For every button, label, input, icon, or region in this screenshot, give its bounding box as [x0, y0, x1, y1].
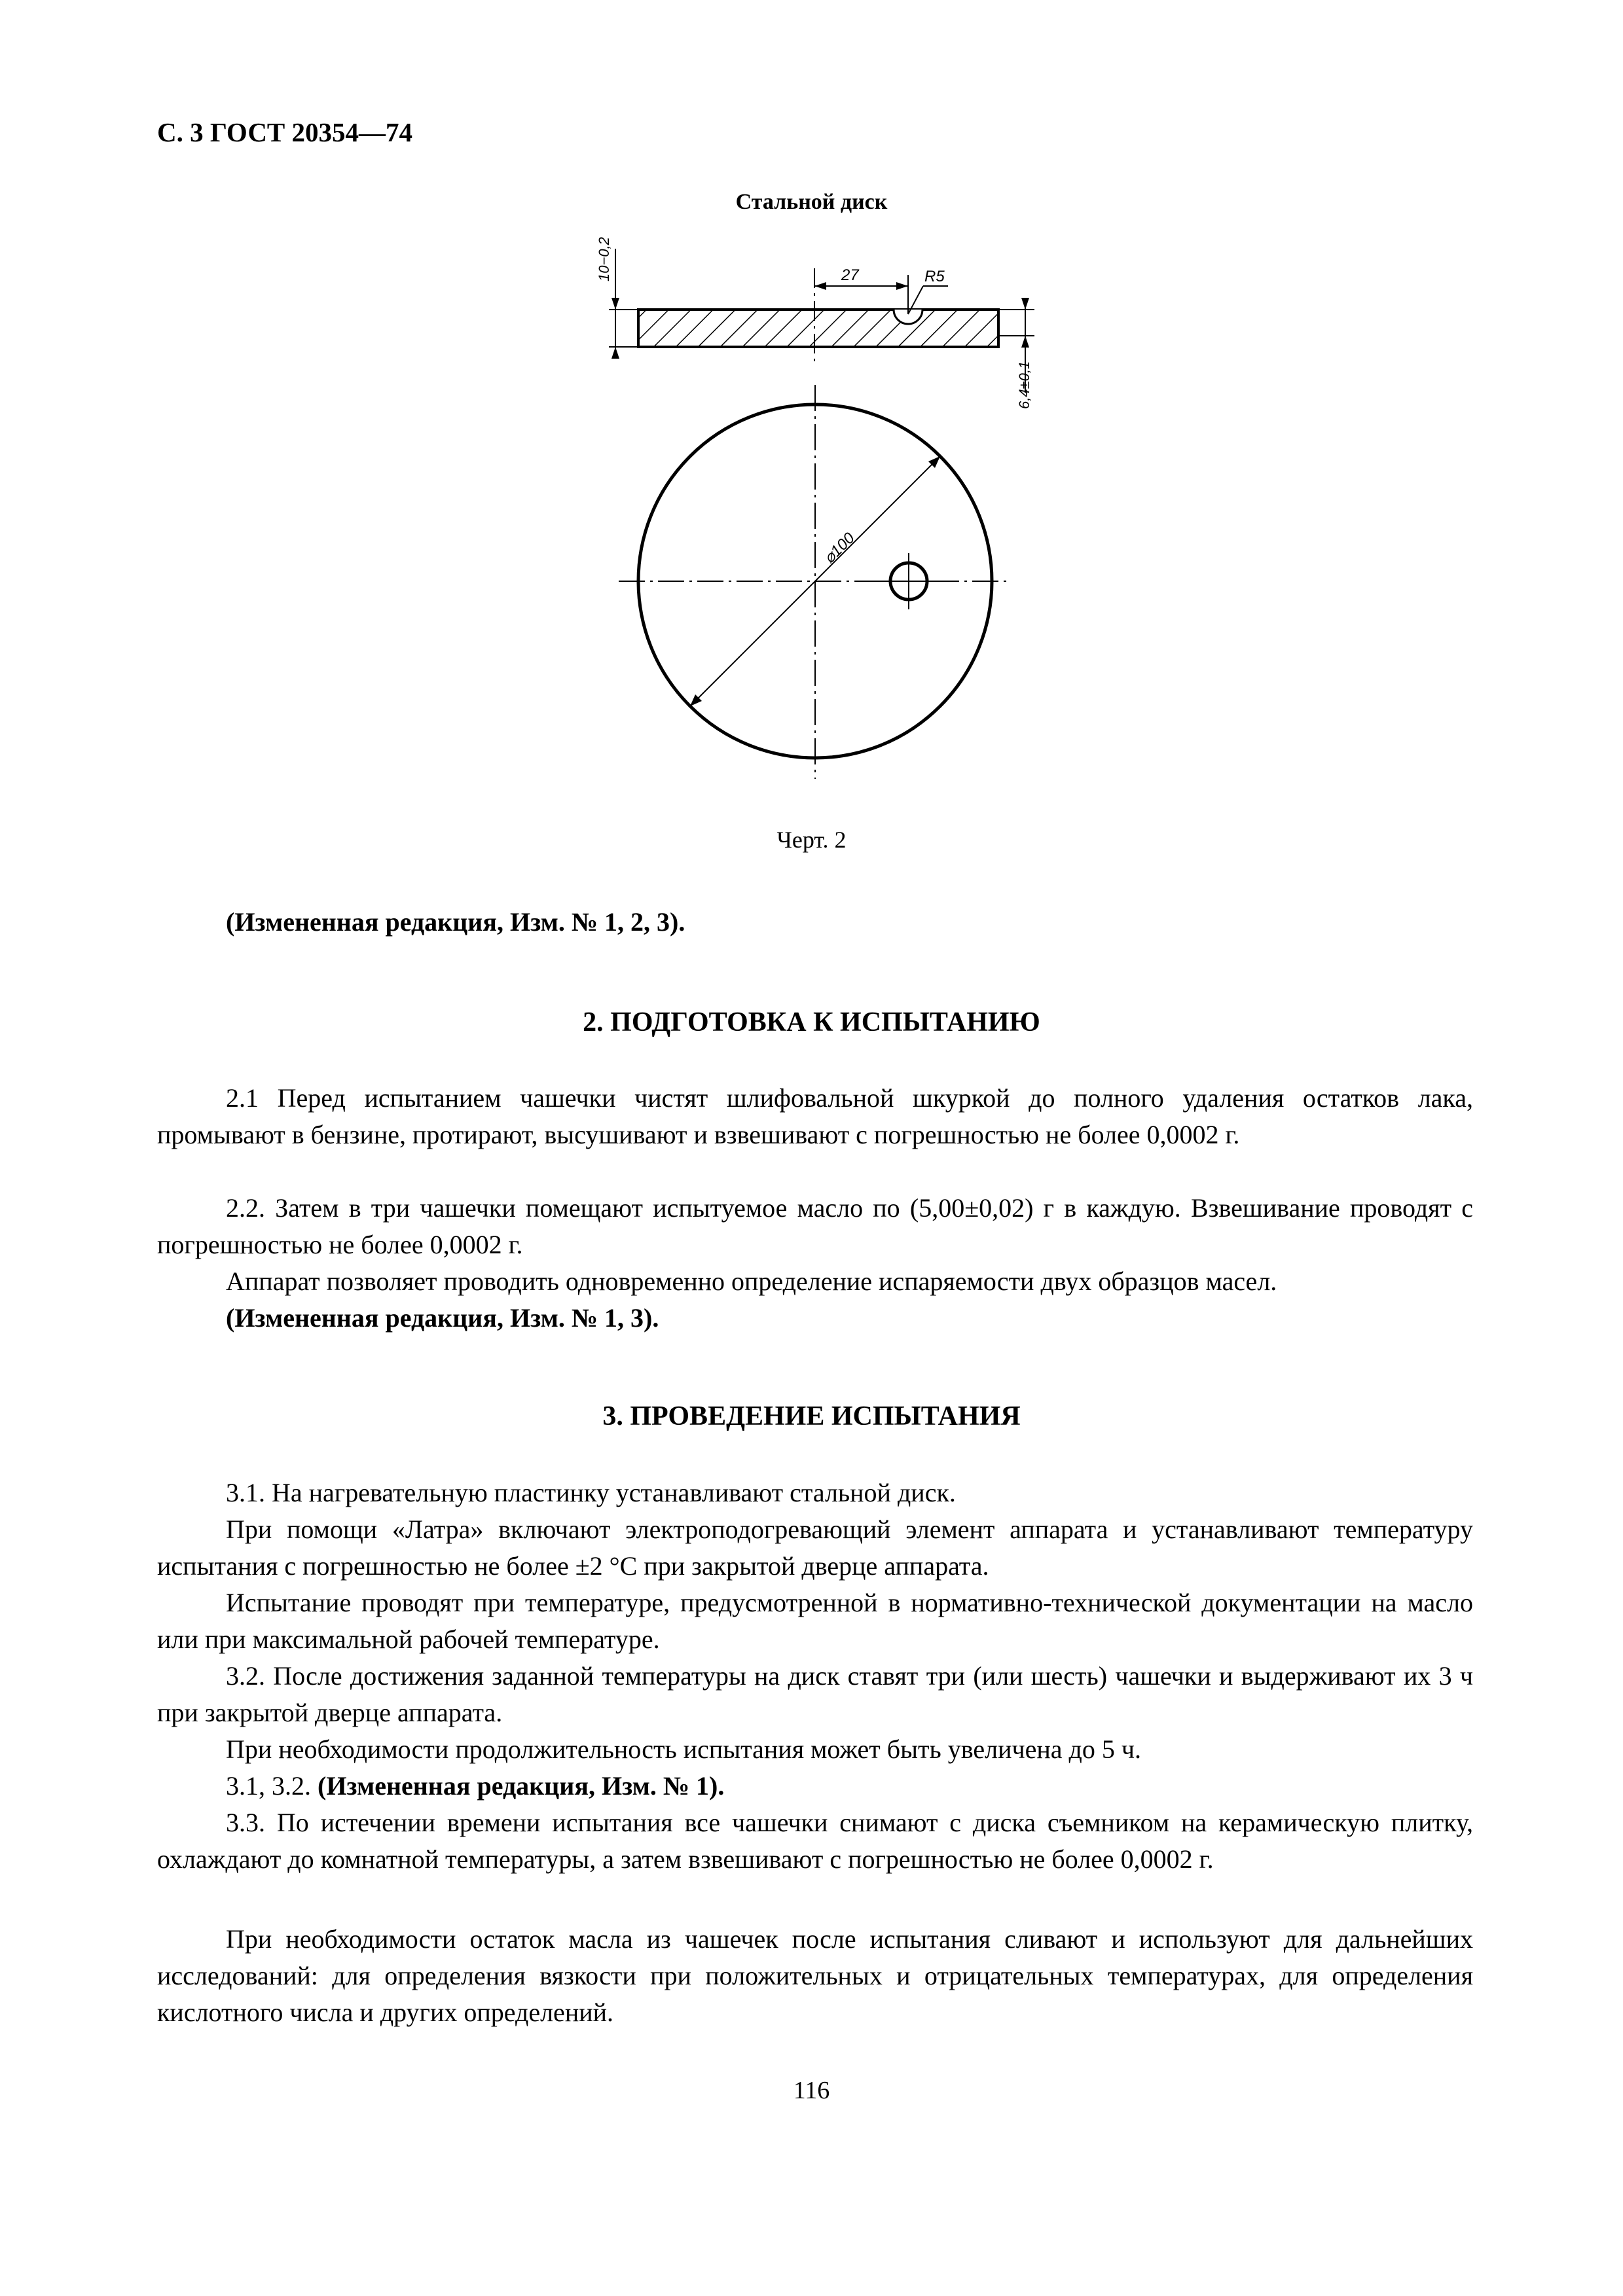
dim-thickness: 6,4±0,1 [1016, 361, 1032, 409]
amendment-note-2 [157, 1300, 1473, 1336]
paragraph-3-2: 3.2. После достижения заданной температуры на диск ставят три (или шесть) чашечки и выдерживают их 3 ч при закрытой дверце аппарата. [157, 1661, 1473, 1727]
page-number: 116 [793, 2077, 830, 2104]
figure-title: Стальной диск [735, 190, 888, 214]
paragraph-2-1: 2.1 Перед испытанием чашечки чистят шлифовальной шкуркой до полного удаления остатков лака, промывают в бензине, протирают, высушивают и взвешивают с погрешностью не более 0,0002 г. [157, 1083, 1473, 1149]
paragraph-3-2-duration: При необходимости продолжительность испытания может быть увеличена до 5 ч. [226, 1734, 1141, 1764]
page-header: С. 3 ГОСТ 20354—74 [157, 117, 413, 147]
dim-27: 27 [841, 266, 859, 284]
dim-diameter: ⌀100 [820, 529, 858, 567]
amendment-note-1: (Измененная редакция, Изм. № 1, 2, 3). [226, 907, 685, 937]
paragraph-3-1: 3.1. На нагревательную пластинку устанавливают стальной диск. [226, 1478, 956, 1507]
paragraph-2-2: 2.2. Затем в три чашечки помещают испытуемое масло по (5,00±0,02) г в каждую. Взвешивание проводят с погрешностью не более 0,0002 г. [157, 1193, 1473, 1259]
paragraph-3-1-temperature: Испытание проводят при температуре, предусмотренной в нормативно-технической документации на масло или при максимальной рабочей температуре. [157, 1588, 1473, 1654]
dim-total-thickness: 10−0,2 [596, 237, 612, 281]
paragraph-3-3-residue: При необходимости остаток масла из чашечек после испытания сливают и используют для дальнейших исследований: для определения вязкости при положительных и отрицательных температурах, для определения кислотного числа и других определений. [157, 1924, 1473, 2027]
disk-plan-view [619, 385, 1012, 779]
section-3-heading: 3. ПРОВЕДЕНИЕ ИСПЫТАНИЯ [602, 1401, 1021, 1431]
steel-disk-drawing [576, 236, 1048, 825]
amend-ref: 3.1, 3.2. [226, 1771, 318, 1801]
paragraph-2-note: Аппарат позволяет проводить одновременно определение испаряемости двух образцов масел. [226, 1266, 1277, 1296]
paragraph-3-3: 3.3. По истечении времени испытания все чашечки снимают с диска съемником на керамическую плитку, охлаждают до комнатной температуры, а затем взвешивают с погрешностью не более 0,0002 г. [157, 1808, 1473, 1874]
amend-ref-text: (Измененная редакция, Изм. № 1). [318, 1771, 725, 1801]
section-2-heading: 2. ПОДГОТОВКА К ИСПЫТАНИЮ [583, 1007, 1040, 1037]
amendment-note-2-text: (Измененная редакция, Изм. № 1, 3). [226, 1303, 659, 1333]
figure-caption: Черт. 2 [776, 827, 847, 853]
paragraph-3-1-latr: При помощи «Латра» включают электроподогревающий элемент аппарата и устанавливают температуру испытания с погрешностью не более ±2 °С при закрытой дверце аппарата. [157, 1515, 1473, 1581]
dim-radius: R5 [924, 268, 945, 285]
disk-section-view [609, 249, 1034, 393]
paragraph-3-amend [157, 1768, 1473, 1804]
